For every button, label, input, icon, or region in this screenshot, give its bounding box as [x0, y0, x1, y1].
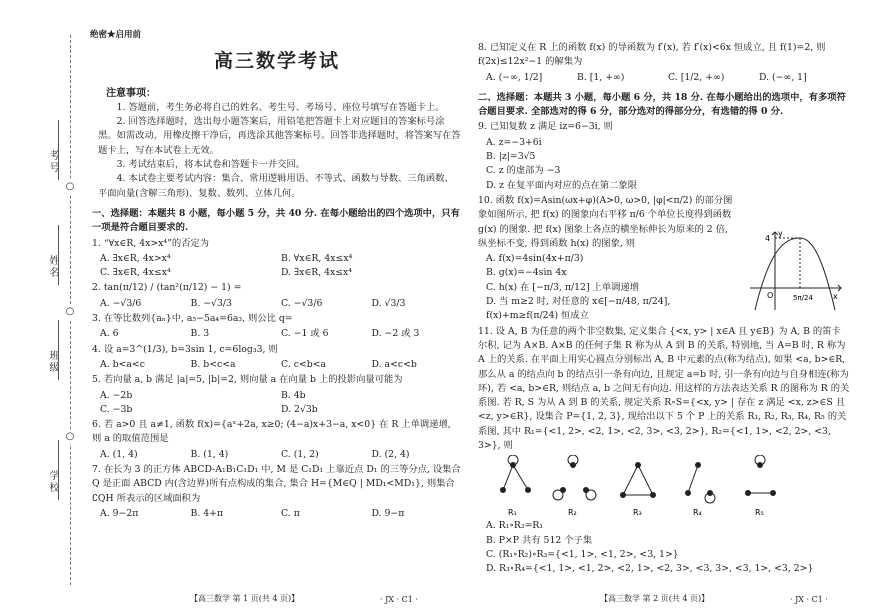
- options: [486, 519, 850, 576]
- option: D. (−∞, 1]: [759, 71, 807, 83]
- option: A. f(x)=4sin(4x+π/3): [486, 253, 584, 265]
- option: A. R₁∘R₂=R₁: [486, 520, 544, 532]
- binding-margin: [0, 0, 80, 610]
- option: B. (1, 4): [190, 448, 229, 460]
- option: A. −2b: [100, 389, 133, 401]
- question-5: 5. 若向量 a, b 满足 |a|=5, |b|=2, 则向量 a 在向量 b 上的投影向量可能为: [92, 374, 403, 386]
- option: A. −√3/6: [100, 297, 142, 309]
- option: C. −3b: [100, 403, 133, 415]
- option: B. [1, +∞): [577, 71, 625, 83]
- option: A. (1, 4): [100, 448, 138, 460]
- option: C. ∃x∈R, 4x≤x⁴: [100, 267, 171, 279]
- notice-heading: 注意事项：: [106, 87, 156, 99]
- question-3: 3. 在等比数列{aₙ}中, a₅−5a₄=6a₃, 则公比 q=: [92, 313, 293, 325]
- section-heading: 二、选择题：本题共 3 小题，每小题 6 分，共 18 分. 在每小题给出的选项中，有多项符合题目要求. 全部选对的得 6 分，部分选对的得部分分，有选错的得 0 分.: [478, 91, 846, 118]
- option: A. z=−3+6i: [486, 136, 542, 148]
- notice-item: 2. 回答选择题时，选出每小题答案后，用铅笔把答题卡上对应题目的答案标号涂黑。如需改动，用橡皮擦干净后，再选涂其他答案标号。回答非选择题时，将答案写在答题卡上，写在本试卷上无效。: [98, 116, 461, 156]
- option: A. b<a<c: [100, 358, 145, 370]
- option: A. (−∞, 1/2]: [486, 71, 543, 83]
- fill-line: [58, 225, 59, 285]
- relation-graphs: [498, 455, 798, 519]
- graph-label-r2: R₂: [568, 508, 577, 518]
- secret-mark: 绝密★启用前: [90, 30, 142, 40]
- graph-x-axis: x: [833, 292, 838, 301]
- option: B. 4+π: [190, 507, 224, 519]
- option: B. −√3/3: [190, 297, 232, 309]
- graph-y-top: 4: [765, 234, 771, 243]
- option: D. √3/3: [371, 297, 406, 309]
- fill-line: [58, 440, 59, 500]
- graph-origin: O: [767, 291, 774, 300]
- question-11: 11. 设 A, B 为任意的两个非空数集, 定义集合 {<x, y> | x∈A 且 y∈B} 为 A, B 的笛卡尔积, 记为 A×B. A×B 的任何子集 R 称为从 A 到 B 的关系, 特别地, 当 A=B 时, R 称为 A 上的关系. 在平面上用实心圆点分别标出 A, B 中元素的点(称为结点), 如果 <a, b>∈R, 那么从 a 的结点向 b 的结点引一条有向边, 且规定 a=b 时, 引一条有向边与自身相连(称为环), 若 <a, b>∈R, 则结点 a, b 之间无有向边. 用这样的方法表达关系 R 的图称为 R 的关系图. 若 R, S 为从 A 到 B 的关系, 规定关系 R∘S={<x, y> | 存在 z 满足 <x, z>∈S 且 <z, y>∈R}, 设集合 P={1, 2, 3}, 现给出以下 5 个 P 上的关系 R₁, R₂, R₃, R₄, R₅ 的关系图, 其中 R₁={<1, 2>, <2, 1>, <2, 3>, <3, 2>}, R₂={<1, 1>, <2, 2>, <3, 3>}, 则: [478, 325, 850, 452]
- exam-code: · JX · C1 ·: [380, 595, 418, 604]
- option: A. 6: [100, 328, 119, 340]
- question-1: 1. “∀x∈R, 4x>x⁴”的否定为: [92, 237, 210, 249]
- options: [100, 507, 462, 521]
- q10-function-graph: [745, 228, 845, 313]
- section-heading: 一、选择题：本题共 8 小题，每小题 5 分，共 40 分. 在每小题给出的四个选项中，只有一项是符合题目要求的.: [92, 207, 460, 234]
- binding-ring: ○: [63, 305, 77, 319]
- option: B. 4b: [281, 389, 306, 401]
- option: D. 9−π: [371, 507, 405, 519]
- options: [100, 358, 462, 372]
- question-8: 8. 已知定义在 R 上的函数 f(x) 的导函数为 f′(x), 若 f′(x)<6x 恒成立, 且 f(1)=2, 则 f(2x)≤12x²−1 的解集为: [478, 42, 826, 68]
- option: C. c<b<a: [281, 358, 326, 370]
- option: D. 当 m≥2 时, 对任意的 x∈[−π/48, π/24], f(x)+m≥f(π/24) 恒成立: [486, 296, 671, 322]
- page-footer: 【高三数学 第 2 页(共 4 页)】: [600, 594, 710, 603]
- graph-label-r1: R₁: [508, 508, 517, 518]
- notice-item: 3. 考试结束后，将本试卷和答题卡一并交回。: [116, 159, 306, 171]
- page-title: 高三数学考试: [213, 50, 340, 73]
- option: B. P×P 共有 512 个子集: [486, 534, 593, 546]
- label-class: 班级: [47, 350, 58, 374]
- options: [486, 136, 850, 193]
- options: [100, 297, 462, 311]
- option: C. z 的虚部为 −3: [486, 165, 561, 177]
- option: B. |z|=3√5: [486, 151, 536, 163]
- option: D. −2 或 3: [371, 328, 420, 340]
- label-exam-number: 考号: [47, 150, 58, 174]
- option: C. (R₁∘R₂)∘R₃={<1, 1>, <1, 2>, <3, 1>}: [486, 548, 679, 560]
- graph-label-r3: R₃: [633, 508, 642, 518]
- option: A. 9−2π: [100, 507, 139, 519]
- option: D. 2√3b: [281, 403, 318, 415]
- option: B. ∀x∈R, 4x≤x⁴: [281, 252, 353, 264]
- page-footer: 【高三数学 第 1 页(共 4 页)】: [190, 594, 300, 603]
- graph-label-r5: R₅: [755, 508, 764, 518]
- option: B. 3: [190, 328, 210, 340]
- question-2: 2. tan(π/12) / (tan²(π/12) − 1) =: [92, 282, 242, 294]
- question-4: 4. 设 a=3^(1/3), b=3sin 1, c=6log₃3, 则: [92, 343, 278, 355]
- binding-ring: ○: [63, 180, 77, 194]
- left-column: [92, 28, 462, 521]
- option: D. z 在复平面内对应的点在第二象限: [486, 179, 638, 191]
- question-6: 6. 若 a>0 且 a≠1, 函数 f(x)={aˣ+2a, x≥0; (4−a)x+3−a, x<0} 在 R 上单调递增, 则 a 的取值范围是: [92, 419, 451, 445]
- fill-line: [58, 120, 59, 180]
- options: [100, 327, 462, 341]
- option: D. (2, 4): [371, 448, 410, 460]
- graph-label-r4: R₄: [693, 508, 702, 518]
- option: C. [1/2, +∞): [668, 71, 725, 83]
- graph-x-mark: 5π/24: [793, 294, 813, 302]
- option: C. −1 或 6: [281, 328, 329, 340]
- options: [100, 389, 462, 418]
- question-10: 10. 函数 f(x)=Asin(ωx+φ)(A>0, ω>0, |φ|<π/2) 的部分图象如图所示, 把 f(x) 的图象向右平移 π/6 个单位长度得到函数 g(x) 的图象. 把 f(x) 图象上各点的横坐标伸长为原来的 2 倍, 纵坐标不变, 得到函数 h(x) 的图象, 则: [478, 194, 733, 249]
- question-9: 9. 已知复数 z 满足 iz=6−3i, 则: [478, 121, 613, 133]
- exam-code: · JX · C1 ·: [790, 595, 828, 604]
- options: [486, 71, 850, 85]
- option: C. π: [281, 507, 300, 519]
- label-school: 学校: [47, 470, 58, 494]
- option: D. ∃x∈R, 4x≤x⁴: [281, 267, 353, 279]
- question-7: 7. 在长为 3 的正方体 ABCD-A₁B₁C₁D₁ 中, M 是 C₁D₁ 上靠近点 D₁ 的三等分点, 设集合 Q 是正面 ABCD 内(含边界)所有点构成的集合, 集合 H={M∈Q | MD₁<MD₁}, 则集合 ∁QH 所表示的区域面积为: [92, 464, 461, 504]
- label-name: 姓名: [47, 255, 58, 279]
- binding-ring: ○: [63, 430, 77, 444]
- option: C. −√3/6: [281, 297, 323, 309]
- graph-y-axis: y: [778, 229, 783, 238]
- notice-item: 1. 答题前，考生务必将自己的姓名、考生号、考场号、座位号填写在答题卡上。: [116, 101, 445, 113]
- option: B. g(x)=−4sin 4x: [486, 267, 567, 279]
- options: [100, 252, 462, 281]
- options: [100, 448, 462, 462]
- fill-line: [58, 320, 59, 380]
- option: D. R₃∘R₄={<1, 1>, <1, 2>, <2, 1>, <2, 3>, <3, 3>, <3, 1>, <3, 2>}: [486, 563, 814, 575]
- option: B. b<c<a: [190, 358, 236, 370]
- option: C. (1, 2): [281, 448, 319, 460]
- option: C. h(x) 在 [−π/3, π/12] 上单调递增: [486, 281, 640, 293]
- option: D. a<c<b: [371, 358, 417, 370]
- notice-item: 4. 本试卷主要考试内容：集合、常用逻辑用语、不等式、函数与导数、三角函数、平面向量(含解三角形)、复数、数列、立体几何。: [98, 173, 454, 199]
- option: A. ∃x∈R, 4x>x⁴: [100, 252, 171, 264]
